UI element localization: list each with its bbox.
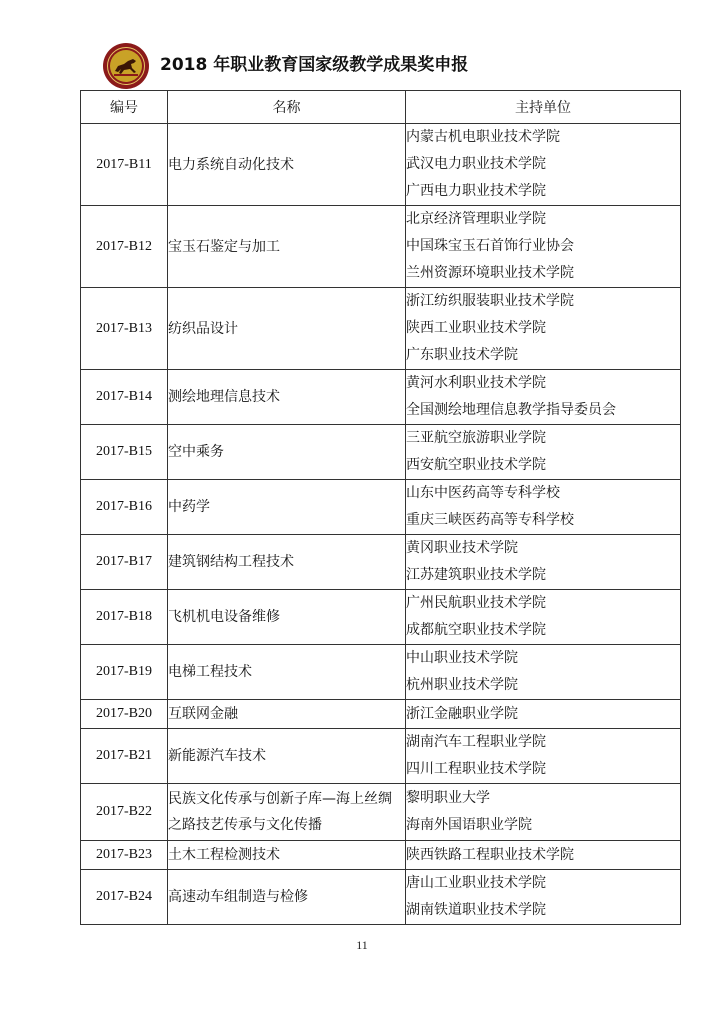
project-name: 民族文化传承与创新子库—海上丝绸之路技艺传承与文化传播 (168, 784, 406, 841)
column-header-name: 名称 (168, 91, 406, 124)
project-code: 2017-B20 (81, 700, 168, 729)
project-code: 2017-B21 (81, 729, 168, 784)
project-code: 2017-B14 (81, 370, 168, 425)
project-code: 2017-B24 (81, 870, 168, 925)
host-units (406, 590, 681, 645)
table-row (81, 288, 681, 370)
host-unit: 三亚航空旅游职业学院 (406, 430, 546, 446)
project-name: 高速动车组制造与检修 (168, 870, 406, 925)
host-units (406, 729, 681, 784)
host-unit: 浙江金融职业学院 (406, 705, 518, 722)
host-unit: 四川工程职业技术学院 (406, 761, 546, 777)
host-units (406, 784, 681, 841)
project-code: 2017-B12 (81, 206, 168, 288)
host-unit: 全国测绘地理信息教学指导委员会 (406, 402, 616, 418)
project-code: 2017-B23 (81, 841, 168, 870)
host-unit: 山东中医药高等专科学校 (406, 485, 560, 501)
host-units (406, 370, 681, 425)
host-units (406, 645, 681, 700)
host-unit: 江苏建筑职业技术学院 (406, 567, 546, 583)
project-name: 新能源汽车技术 (168, 729, 406, 784)
host-units (406, 425, 681, 480)
host-unit: 黄冈职业技术学院 (406, 540, 518, 556)
host-unit: 黎明职业大学 (406, 790, 490, 806)
host-unit: 唐山工业职业技术学院 (406, 875, 546, 891)
host-units (406, 841, 681, 870)
project-name: 空中乘务 (168, 425, 406, 480)
project-code: 2017-B16 (81, 480, 168, 535)
host-units (406, 206, 681, 288)
project-code: 2017-B17 (81, 535, 168, 590)
project-code: 2017-B11 (81, 124, 168, 206)
host-unit: 陕西铁路工程职业技术学院 (406, 846, 574, 863)
page-header (102, 38, 662, 90)
column-header-unit: 主持单位 (406, 91, 681, 124)
project-name: 测绘地理信息技术 (168, 370, 406, 425)
table-row (81, 700, 681, 729)
host-unit: 内蒙古机电职业技术学院 (406, 129, 560, 145)
award-table (80, 90, 681, 925)
host-unit: 杭州职业技术学院 (406, 677, 518, 693)
host-unit: 黄河水利职业技术学院 (406, 375, 546, 391)
document-title: 2018 年职业教育国家级教学成果奖申报 (160, 55, 469, 75)
host-units (406, 480, 681, 535)
table-row (81, 870, 681, 925)
host-unit: 西安航空职业技术学院 (406, 457, 546, 473)
project-code: 2017-B19 (81, 645, 168, 700)
project-name: 飞机机电设备维修 (168, 590, 406, 645)
table-row (81, 645, 681, 700)
project-name: 中药学 (168, 480, 406, 535)
table-row (81, 590, 681, 645)
host-units (406, 870, 681, 925)
project-name: 电力系统自动化技术 (168, 124, 406, 206)
host-unit: 中国珠宝玉石首饰行业协会 (406, 238, 574, 254)
project-code: 2017-B18 (81, 590, 168, 645)
host-unit: 兰州资源环境职业技术学院 (406, 265, 574, 281)
emblem-horse-icon (102, 42, 150, 90)
table-row (81, 841, 681, 870)
host-unit: 湖南铁道职业技术学院 (406, 902, 546, 918)
project-code: 2017-B13 (81, 288, 168, 370)
project-name: 建筑钢结构工程技术 (168, 535, 406, 590)
table-row (81, 206, 681, 288)
host-unit: 北京经济管理职业学院 (406, 211, 546, 227)
host-unit: 广州民航职业技术学院 (406, 595, 546, 611)
project-code: 2017-B22 (81, 784, 168, 841)
project-name: 纺织品设计 (168, 288, 406, 370)
host-units (406, 535, 681, 590)
page-number: 11 (356, 938, 368, 952)
table-row (81, 535, 681, 590)
host-unit: 重庆三峡医药高等专科学校 (406, 512, 574, 528)
table-row (81, 480, 681, 535)
host-units (406, 124, 681, 206)
table-row (81, 124, 681, 206)
host-units (406, 288, 681, 370)
project-name: 土木工程检测技术 (168, 841, 406, 870)
table-header-row (81, 91, 681, 124)
table-row (81, 729, 681, 784)
host-unit: 海南外国语职业学院 (406, 817, 532, 833)
host-unit: 中山职业技术学院 (406, 650, 518, 666)
project-name: 电梯工程技术 (168, 645, 406, 700)
host-units (406, 700, 681, 729)
host-unit: 武汉电力职业技术学院 (406, 156, 546, 172)
table-row (81, 784, 681, 841)
project-name: 互联网金融 (168, 700, 406, 729)
host-unit: 浙江纺织服装职业技术学院 (406, 293, 574, 309)
table-row (81, 425, 681, 480)
host-unit: 成都航空职业技术学院 (406, 622, 546, 638)
host-unit: 广西电力职业技术学院 (406, 183, 546, 199)
host-unit: 陕西工业职业技术学院 (406, 320, 546, 336)
host-unit: 广东职业技术学院 (406, 347, 518, 363)
project-code: 2017-B15 (81, 425, 168, 480)
column-header-code: 编号 (81, 91, 168, 124)
table-row (81, 370, 681, 425)
project-name: 宝玉石鉴定与加工 (168, 206, 406, 288)
host-unit: 湖南汽车工程职业学院 (406, 734, 546, 750)
